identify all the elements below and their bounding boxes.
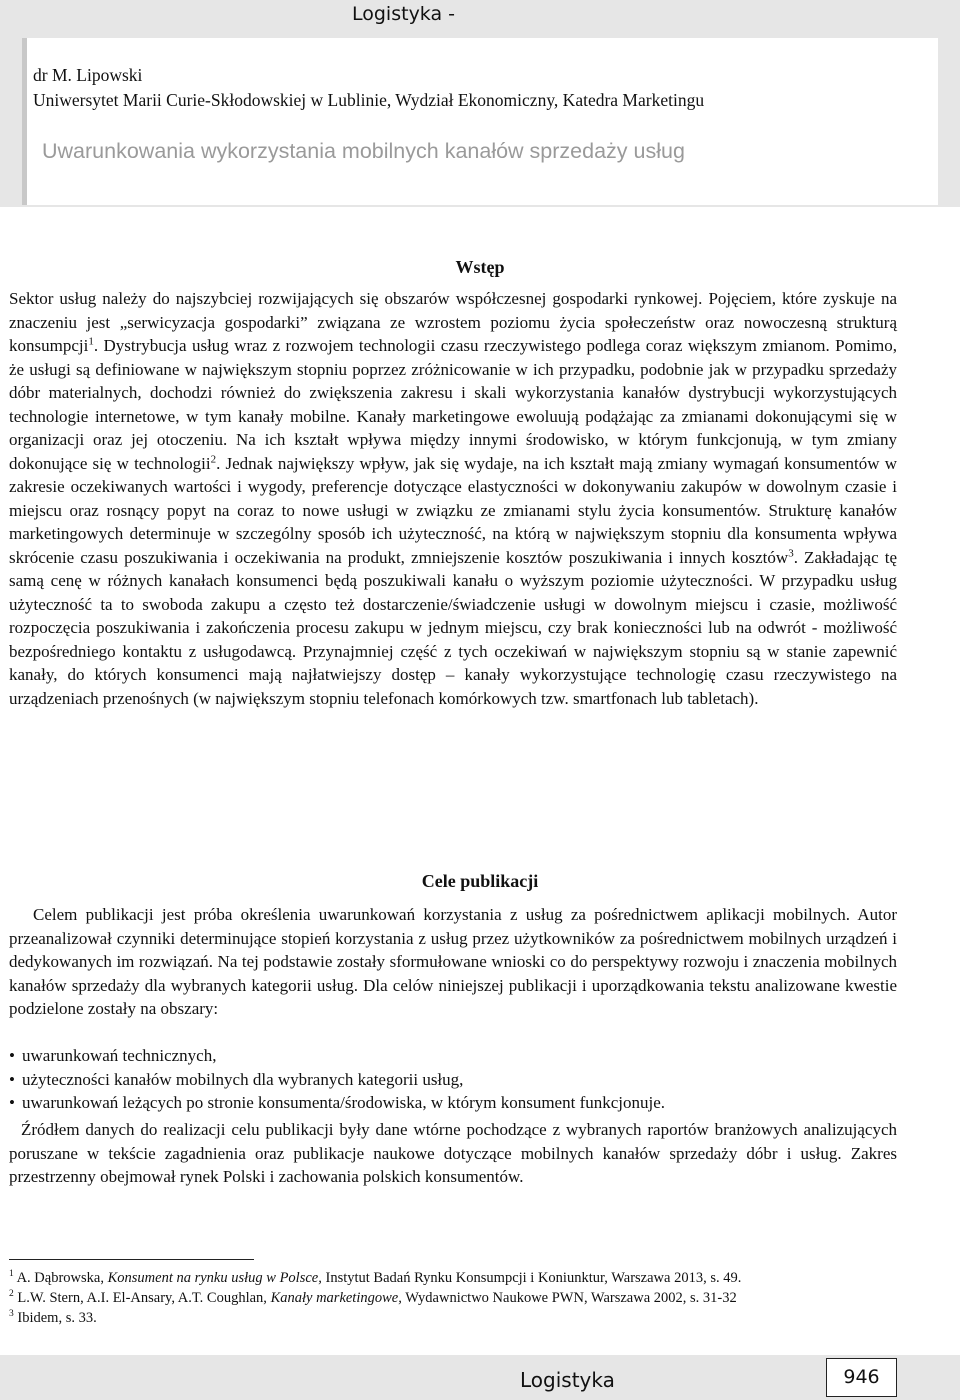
bullet-icon: • — [9, 1069, 15, 1089]
footnote-author: L.W. Stern, A.I. El-Ansary, A.T. Coughlan, — [17, 1290, 271, 1306]
footnote-rest: Instytut Badań Rynku Konsumpcji i Koniunktur, Warszawa 2013, s. 49. — [321, 1270, 742, 1286]
header-stripe — [22, 38, 27, 205]
footnote-ref-2[interactable]: 2 — [210, 452, 217, 465]
footnote-author: Ibidem, s. 33. — [17, 1310, 97, 1326]
footnote-separator — [9, 1259, 254, 1260]
bullet-icon: • — [9, 1093, 15, 1112]
footnote-ref-3[interactable]: 3 — [788, 546, 794, 559]
goals-paragraph: Celem publikacji jest próba określenia uwarunkowań korzystania z usług za pośrednictwem aplikacji mobilnych. Autor przeanalizował czynniki determinujące stopień korzystania z usług przez użytkowników za pośrednictwem mobilnych urządzeń i dedykowanych im rozwiązań. Na tej podstawie zostały sformułowane wnioski co do perspektywy rozwoju i znaczenia mobilnych kanałów sprzedaży dla wybranych kategorii usług. Dla celów niniejszej publikacji i uporządkowania tekstu analizowane kwestie podzielone zostały na obszary: — [9, 905, 897, 1018]
list-item — [9, 1044, 899, 1068]
footnote-author: A. Dąbrowska, — [16, 1270, 108, 1286]
footer-journal-label: Logistyka — [520, 1368, 615, 1392]
author-name: dr M. Lipowski — [33, 65, 143, 85]
list-item-text: uwarunkowań technicznych, — [22, 1046, 217, 1065]
footnote-number: 2 — [9, 1289, 14, 1300]
article-title: Uwarunkowania wykorzystania mobilnych kanałów sprzedaży usług — [42, 139, 685, 163]
page-number: 946 — [826, 1358, 897, 1397]
list-item-text: uwarunkowań leżących po stronie konsumenta/środowiska, w którym konsument funkcjonuje. — [22, 1093, 666, 1112]
footnote-2 — [9, 1288, 909, 1308]
intro-text-3: . Jednak największy wpływ, jak się wydaje, na ich kształt mają zmiany wymagań konsumentów w zakresie oczekiwanych wartości i wygody, preferencje dotyczące elastyczności w dokonywaniu zakupów w dowolnym czasie i miejscu oraz rosnący popyt na coraz to nowe usługi w związku ze zmianami stylu życia konsumentów. Strukturę kanałów marketingowych determinuje w szczególny sposób ich użyteczność, na którą w największym stopniu dla konsumenta wpływa skrócenie czasu poszukiwania i oczekiwania na produkt, zmniejszenie kosztów poszukiwania i innych kosztów — [9, 453, 897, 567]
author-affiliation: Uniwersytet Marii Curie-Skłodowskiej w Lublinie, Wydział Ekonomiczny, Katedra Marketingu — [33, 90, 705, 110]
journal-header-label: Logistyka - — [352, 3, 456, 25]
footnote-3 — [9, 1308, 909, 1328]
footnote-work: Kanały marketingowe, — [270, 1290, 402, 1306]
intro-text-1: Sektor usług należy do najszybciej rozwijających się obszarów współczesnej gospodarki rynkowej. Pojęciem, które zyskuje na znaczeniu jest „serwicyzacja gospodarki” związana ze wzrostem poziomu życia społeczeństw oraz nowoczesną strukturą konsumpcji — [9, 289, 897, 355]
bullet-icon: • — [9, 1046, 15, 1065]
section-heading-goals: Cele publikacji — [421, 871, 539, 891]
footnote-rest: Wydawnictwo Naukowe PWN, Warszawa 2002, s. 31-32 — [401, 1290, 737, 1306]
list-item-text: użyteczności kanałów mobilnych dla wybranych kategorii usług, — [22, 1069, 464, 1089]
footnote-number: 1 — [9, 1269, 14, 1280]
footnote-number: 3 — [9, 1309, 14, 1320]
article-header — [22, 38, 938, 205]
goals-bullet-list — [9, 1044, 899, 1115]
intro-paragraph — [9, 287, 897, 710]
footnotes — [9, 1268, 909, 1328]
footnote-1 — [9, 1268, 909, 1288]
intro-text-4: . Zakładając tę samą cenę w różnych kanałach konsumenci będą poszukiwali kanału o wyższym poziomie użyteczności. W przypadku usług użyteczność ta to swoboda zakupu a często też dostarczenie/świadczenie usługi w dowolnym miejscu i czasie, możliwość rozpoczęcia poszukiwania i zakończenia procesu zakupu w jednym miejscu, czy brak konieczności lub na odwrót - możliwość bezpośredniego kontaktu z usługodawcą. Przynajmniej część z tych oczekiwań w największym stopniu są w stanie zapewnić kanały, do których konsumenci mają najłatwiejszy dostęp – kanały wykorzystujące technologię czasu rzeczywistego na urządzeniach przenośnych (w największym stopniu telefonach komórkowych tzw. smartfonach lub tabletach). — [9, 547, 898, 708]
intro-text-2: . Dystrybucja usług wraz z rozwojem technologii czasu rzeczywistego podlega coraz większym zmianom. Pomimo, że usługi są definiowane w największym stopniu poprzez zróżnicowanie w ich przypadku, podobnie jak w przypadku sprzedaży dóbr materialnych, dochodzi również do zwiększenia zakresu i skali wykorzystania kanałów dystrybucji wykorzystujących technologie internetowe, w tym kanały mobilne. Kanały marketingowe ewoluują podążając za zmianami dokonującymi się w organizacji oraz jej otoczeniu. Na ich kształt wpływa między innymi środowisko, w którym funkcjonują, w tym zmiany dokonujące się w technologii — [9, 336, 897, 473]
footnote-ref-1[interactable]: 1 — [88, 335, 94, 348]
section-heading-intro: Wstęp — [455, 257, 505, 277]
list-item — [9, 1091, 899, 1115]
sources-paragraph: Źródłem danych do realizacji celu publikacji były dane wtórne pochodzące z wybranych raportów branżowych analizujących poruszane w tekście zagadnienia oraz publikacje naukowe dotyczące mobilnych kanałów sprzedaży dóbr i usług. Zakres przestrzenny obejmował rynek Polski i zachowania polskich konsumentów. — [9, 1120, 897, 1186]
list-item — [9, 1068, 899, 1092]
footnote-work: Konsument na rynku usług w Polsce, — [107, 1270, 322, 1286]
